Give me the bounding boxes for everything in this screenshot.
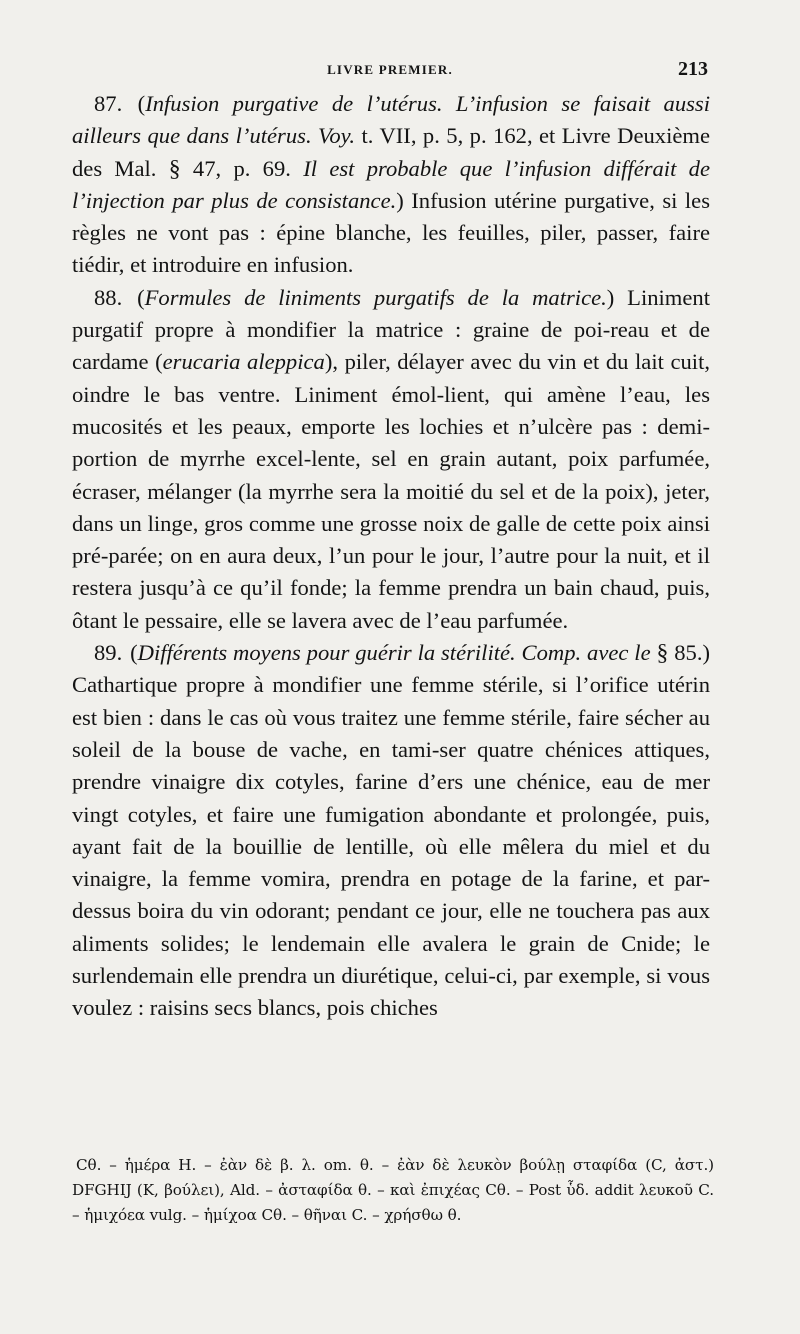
paragraph-title: Formules de liniments purgatifs de la matrice. — [144, 284, 607, 310]
close-paren: ) — [606, 284, 615, 310]
cross-reference: 47, p. 69. — [180, 155, 304, 181]
species-name: erucaria aleppica — [162, 349, 325, 375]
paragraph-89 — [72, 637, 710, 1025]
open-paren: ( — [130, 640, 138, 666]
running-head: LIVRE PREMIER. — [327, 62, 453, 77]
paragraph-number: 87. — [94, 91, 123, 116]
paragraph-number: 89. — [94, 640, 123, 666]
paragraph-body: Infusion utérine purgative, si les règles ne vont pas : épine blanche, les feuilles, piler, passer, faire tiédir, et introduire en infusion. — [72, 187, 710, 278]
close-paren: ) — [702, 640, 710, 666]
close-paren: ) — [396, 187, 404, 213]
section-sign: § — [656, 640, 669, 667]
open-paren: ( — [137, 91, 146, 116]
section-sign: § — [168, 155, 181, 182]
footnote-text: Cθ. – ἡμέρα H. – ἐὰν δὲ β. λ. om. θ. – ἐὰν δὲ λευκὸν βούλῃ σταφίδα (C, ἀστ.) DFGHIJ (K, βούλει), Ald. – ἀσταφίδα θ. – καὶ ἐπιχέας Cθ. – Post ὗδ. addit λευκοῦ C. – ἡμιχόεα vulg. – ἡμίχοα Cθ. – θῆναι C. – χρήσθω θ. — [72, 1156, 714, 1224]
page-header — [72, 58, 708, 84]
paragraph-title: Différents moyens pour guérir la stérilité. Comp. avec le — [137, 640, 651, 666]
cross-reference: 85. — [668, 640, 703, 666]
cross-reference: t. VII, p. 5, p. 162, et Livre Deuxième des Mal. — [72, 123, 710, 181]
open-paren: ( — [137, 284, 145, 310]
paragraph-title: Infusion purgative de l’utérus. L’infusion se faisait aussi ailleurs que dans l’utérus. Voy. — [72, 91, 710, 149]
paragraph-88 — [72, 282, 710, 637]
paragraph-number: 88. — [94, 284, 123, 310]
page-number: 213 — [678, 58, 708, 80]
main-text — [72, 88, 710, 1025]
paragraph-body: Liniment purgatif propre à mondifier la matrice : graine de poi-reau et de cardame ( — [72, 284, 710, 375]
paragraph-87 — [72, 88, 710, 282]
critical-apparatus — [72, 1153, 714, 1228]
editorial-note: Il est probable que l’infusion différait de l’injection par plus de consistance. — [72, 155, 710, 213]
paragraph-body: ), piler, délayer avec du vin et du lait cuit, oindre le bas ventre. Liniment émol-lient, qui amène l’eau, les mucosités et les peaux, emporte les lochies et n’ulcère pas : demi-portion de myrrhe excel-lente, sel en grain autant, poix parfumée, écraser, mélanger (la myrrhe sera la moitié du sel et de la poix), jeter, dans un linge, gros comme une grosse noix de galle de cette poix ainsi pré-parée; on en aura deux, l’un pour le jour, l’autre pour la nuit, et il restera jusqu’à ce qu’il fonde; la femme prendra un bain chaud, puis, ôtant le pessaire, elle se lavera avec de l’eau parfumée. — [72, 349, 710, 633]
paragraph-body: Cathartique propre à mondifier une femme stérile, si l’orifice utérin est bien : dans le cas où vous traitez une femme stérile, faire sécher au soleil de la bouse de vache, en tami-ser quatre chénices attiques, prendre vinaigre dix cotyles, farine d’ers une chénice, eau de mer vingt cotyles, et faire une fumigation abondante et prolongée, puis, ayant fait de la bouillie de lentille, où elle mêlera du miel et du vinaigre, la femme vomira, prendra en potage de la farine, et par-dessus boira du vin odorant; pendant ce jour, elle ne touchera pas aux aliments solides; le lendemain elle avalera le grain de Cnide; le surlendemain elle prendra un diurétique, celui-ci, par exemple, si vous voulez : raisins secs blancs, pois chiches — [72, 672, 710, 1021]
